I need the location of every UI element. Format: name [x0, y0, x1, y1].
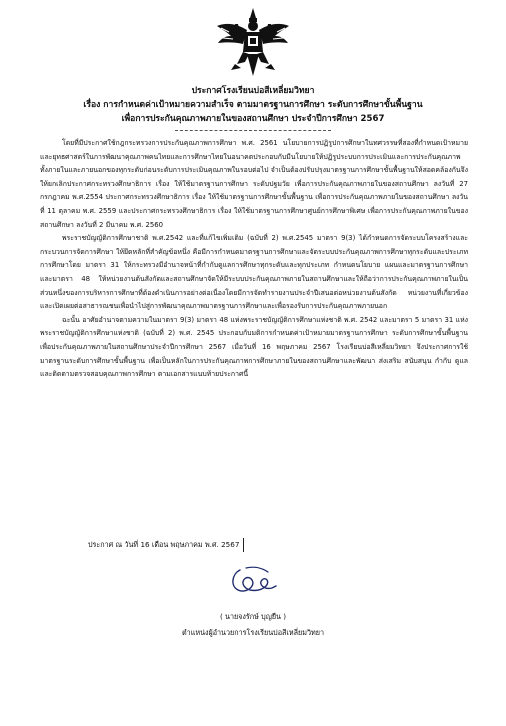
signer-name: ( นายจงรักษ์ บุญยืน ) — [219, 612, 287, 621]
announcement-subject-continued: เพื่อการประกันคุณภาพภายในของสถานศึกษา ประจำปีการศึกษา 2567 — [121, 114, 385, 124]
announcement-title: ประกาศโรงเรียนบ่อสีเหลี่ยมวิทยา — [191, 86, 315, 96]
body-paragraph-3: ฉะนั้น อาศัยอำนาจตามความในมาตรา 9(3) มาตรา 48 แห่งพระราชบัญญัติการศึกษาแห่งชาติ พ.ศ. 2542 และมาตรา 5 มาตรา 31 แห่งพระราชบัญญัติการศึกษาแห่งชาติ (ฉบับที่ 2) พ.ศ. 2545 ประกอบกับมติการกำหนดค่าเป้าหมายมาตรฐานการศึกษา ระดับการศึกษาขั้นพื้นฐาน เพื่อประกันคุณภาพภายในสถานศึกษาประจำปีการศึกษา 2567 เมื่อวันที่ 16 พฤษภาคม 2567 โรงเรียนบ่อสีเหลี่ยมวิทยา จึงประกาศการใช้มาตรฐานระดับการศึกษาขั้นพื้นฐาน เพื่อเป็นหลักในการประกันคุณภาพการศึกษาภายในของสถานศึกษาและพัฒนา ส่งเสริม สนับสนุน กำกับ ดูแลและติดตามตรวจสอบคุณภาพการศึกษา ตามเอกสารแนบท้ายประกาศนี้ — [40, 315, 468, 379]
announcement-date: ประกาศ ณ วันที่ 16 เดือน พฤษภาคม พ.ศ. 2567 — [88, 538, 244, 552]
body-paragraph-2: พระราชบัญญัติการศึกษาชาติ พ.ศ.2542 และที่แก้ไขเพิ่มเติม (ฉบับที่ 2) พ.ศ.2545 มาตรา 9(3) ได้กำหนดการจัดระบบโครงสร้างและกระบวนการจัดการศึกษา ให้ยึดหลักที่สำคัญข้อหนึ่ง คือมีการกำหนดมาตรฐานการศึกษาและจัดระบบประกันคุณภาพการศึกษาทุกระดับและประเภทการศึกษาโดย มาตรา 31 ให้กระทรวงมีอำนาจหน้าที่กำกับดูแลการศึกษาทุกระดับและทุกประเภท กำหนดนโยบาย แผนและมาตรฐานการศึกษา และมาตรา 48 ให้หน่วยงานต้นสังกัดและสถานศึกษาจัดให้มีระบบประกันคุณภาพภายในสถานศึกษาและให้ถือว่าการประกันคุณภาพภายในเป็นส่วนหนึ่งของการบริหารการศึกษาที่ต้องดำเนินการอย่างต่อเนื่องโดยมีการจัดทำรายงานประจำปีเสนอต่อหน่วยงานต้นสังกัด หน่วยงานที่เกี่ยวข้องและเปิดเผยต่อสาธารณชนเพื่อนำไปสู่การพัฒนาคุณภาพมาตรฐานการศึกษาและเพื่อรองรับการประกันคุณภาพภายนอก — [40, 234, 468, 311]
announcement-body — [40, 137, 468, 382]
signer-position: ตำแหน่งผู้อำนวยการโรงเรียนบ่อสีเหลี่ยมวิทยา — [182, 628, 324, 637]
title-divider — [175, 130, 331, 131]
body-paragraph-1: โดยที่มีประกาศใช้กฎกระทรวงการประกันคุณภาพการศึกษา พ.ศ. 2561 นโยบายการปฏิรูปการศึกษาในทศวรรษที่สองที่กำหนดเป้าหมายและยุทธศาสตร์ในการพัฒนาคุณภาพคนไทยและการศึกษาไทยในอนาคตประกอบกับมีนโยบายให้ปฏิรูประบบการประเมินและการประกันคุณภาพทั้งภายในและภายนอกของทุกระดับก่อนระดับการประเมินคุณภาพในรอบต่อไป จำเป็นต้องปรับปรุงมาตรฐานการศึกษาขั้นพื้นฐานให้สอดคล้องกันจึงให้ยกเลิกประกาศกระทรวงศึกษาธิการ เรื่อง ให้ใช้มาตรฐานการศึกษา ระดับปฐมวัย เพื่อการประกันคุณภาพภายในของสถานศึกษา ลงวันที่ 27 กรกฎาคม พ.ศ.2554 ประกาศกระทรวงศึกษาธิการ เรื่อง ให้ใช้มาตรฐานการศึกษาขั้นพื้นฐาน เพื่อการประกันคุณภาพภายในของสถานศึกษา ลงวันที่ 11 ตุลาคม พ.ศ. 2559 และประกาศกระทรวงศึกษาธิการ เรื่อง ให้ใช้มาตรฐานการศึกษาศูนย์การศึกษาพิเศษ เพื่อการประกันคุณภาพภายในของสถานศึกษา ลงวันที่ 2 มีนาคม พ.ศ. 2560 — [40, 139, 469, 229]
announcement-subject: เรื่อง การกำหนดค่าเป้าหมายความสำเร็จ ตามมาตรฐานการศึกษา ระดับการศึกษาขั้นพื้นฐาน — [83, 100, 423, 110]
garuda-emblem-icon — [215, 6, 291, 78]
handwritten-signature-icon — [226, 564, 280, 598]
announcement-title-block — [30, 84, 476, 126]
